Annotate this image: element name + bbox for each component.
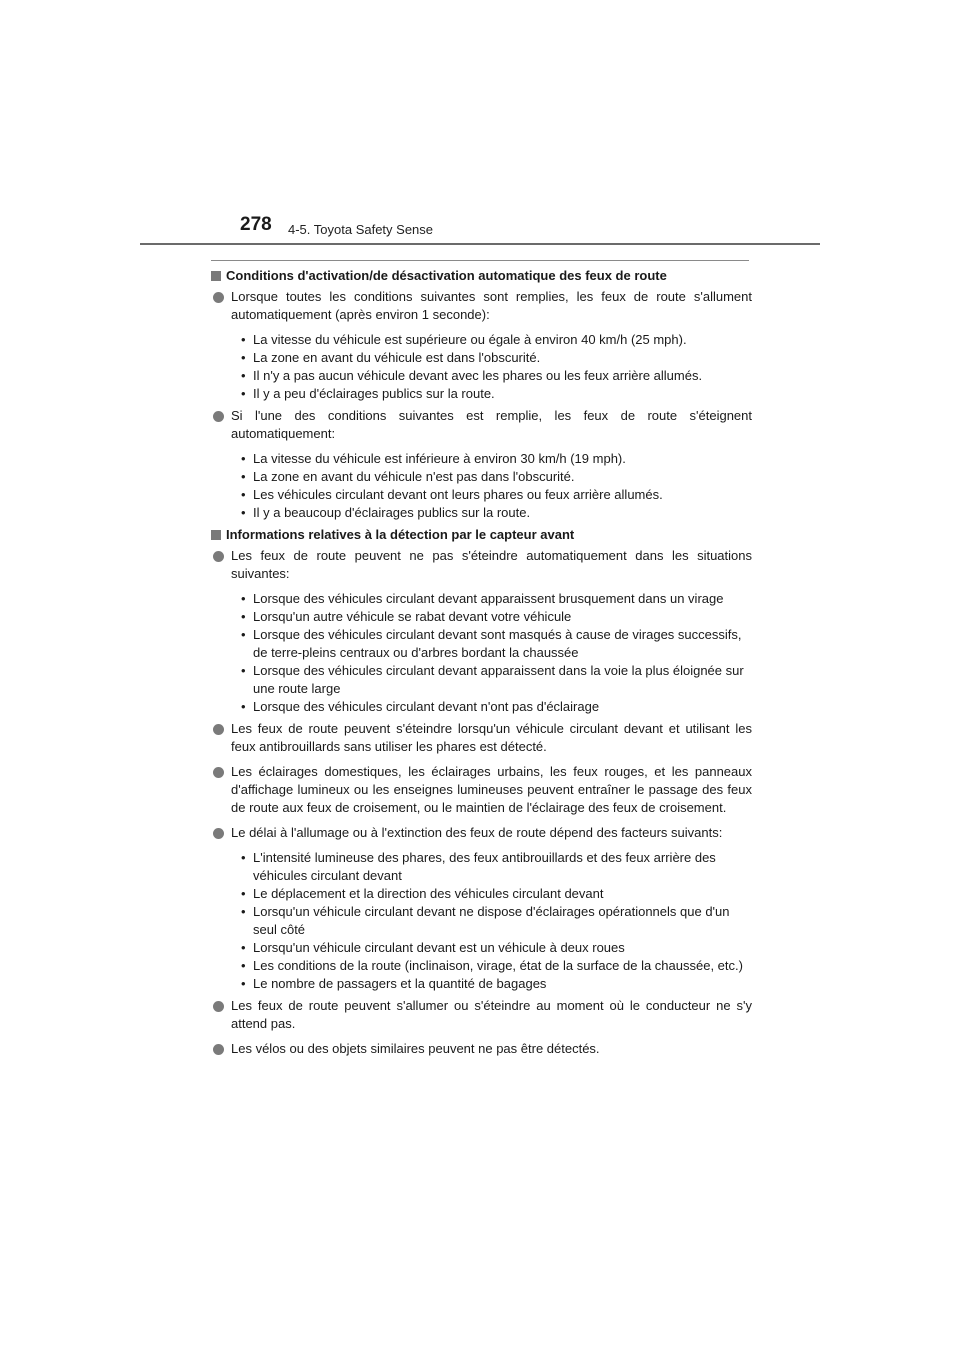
- list-item: • Lorsqu'un véhicule circulant devant ne dispose d'éclairages opérationnels que d'un seul côté: [241, 904, 730, 937]
- page-number: 278: [240, 214, 272, 235]
- square-bullet-icon: [211, 530, 221, 540]
- bullet-paragraph: [211, 288, 752, 324]
- section-title: Informations relatives à la détection par le capteur avant: [226, 527, 575, 542]
- paragraph-text: Lorsque toutes les conditions suivantes sont remplies, les feux de route s'allument automatiquement (après environ 1 seconde):: [231, 289, 752, 322]
- list-item: • L'intensité lumineuse des phares, des feux antibrouillards et des feux arrière des véhicules circulant devant: [241, 850, 716, 883]
- list-item: • Lorsque des véhicules circulant devant n'ont pas d'éclairage: [241, 699, 600, 714]
- bullet-paragraph: [211, 824, 752, 842]
- paragraph-text: Si l'une des conditions suivantes est remplie, les feux de route s'éteignent automatiquement:: [231, 408, 752, 441]
- square-bullet-icon: [211, 271, 221, 281]
- paragraph-text: Les éclairages domestiques, les éclairages urbains, les feux rouges, et les panneaux d'affichage lumineux ou les enseignes lumineuses peuvent entraîner le passage des feux de route aux feux de croisement, ou le maintien de l'éclairage des feux de croisement.: [231, 764, 752, 815]
- round-bullet-icon: [213, 411, 224, 422]
- sub-list: [211, 331, 752, 403]
- bullet-paragraph: [211, 763, 752, 817]
- bullet-paragraph: [211, 547, 752, 583]
- list-item: • La vitesse du véhicule est supérieure ou égale à environ 40 km/h (25 mph).: [241, 332, 687, 347]
- round-bullet-icon: [213, 551, 224, 562]
- list-item: • Lorsque des véhicules circulant devant sont masqués à cause de virages successifs, de terre-pleins centraux ou d'arbres bordant la chaussée: [241, 627, 742, 660]
- list-item: • Lorsque des véhicules circulant devant apparaissent dans la voie la plus éloignée sur une route large: [241, 663, 744, 696]
- round-bullet-icon: [213, 1044, 224, 1055]
- section-title: Conditions d'activation/de désactivation automatique des feux de route: [226, 268, 667, 283]
- bullet-paragraph: [211, 720, 752, 756]
- list-item: • Lorsque des véhicules circulant devant apparaissent brusquement dans un virage: [241, 591, 724, 606]
- header-rule: [140, 243, 820, 245]
- list-item: • Les conditions de la route (inclinaison, virage, état de la surface de la chaussée, etc.): [241, 958, 743, 973]
- list-item: • Il y a peu d'éclairages publics sur la route.: [241, 386, 495, 401]
- list-item: • La vitesse du véhicule est inférieure à environ 30 km/h (19 mph).: [241, 451, 626, 466]
- round-bullet-icon: [213, 767, 224, 778]
- paragraph-text: Les feux de route peuvent ne pas s'éteindre automatiquement dans les situations suivantes:: [231, 548, 752, 581]
- list-item: • Il y a beaucoup d'éclairages publics sur la route.: [241, 505, 531, 520]
- list-item: • Lorsqu'un véhicule circulant devant est un véhicule à deux roues: [241, 940, 625, 955]
- sub-list: [211, 590, 752, 716]
- sub-list: [211, 849, 752, 993]
- section-heading: [211, 526, 752, 544]
- paragraph-text: Le délai à l'allumage ou à l'extinction des feux de route dépend des facteurs suivants:: [231, 825, 723, 840]
- sub-list: [211, 450, 752, 522]
- round-bullet-icon: [213, 828, 224, 839]
- round-bullet-icon: [213, 1001, 224, 1012]
- list-item: • Lorsqu'un autre véhicule se rabat devant votre véhicule: [241, 609, 572, 624]
- paragraph-text: Les vélos ou des objets similaires peuvent ne pas être détectés.: [231, 1041, 600, 1056]
- bullet-paragraph: [211, 1040, 752, 1058]
- list-item: • Le déplacement et la direction des véhicules circulant devant: [241, 886, 604, 901]
- list-item: • Les véhicules circulant devant ont leurs phares ou feux arrière allumés.: [241, 487, 663, 502]
- page-content: [211, 267, 752, 1065]
- list-item: • Le nombre de passagers et la quantité de bagages: [241, 976, 547, 991]
- paragraph-text: Les feux de route peuvent s'allumer ou s'éteindre au moment où le conducteur ne s'y attend pas.: [231, 998, 752, 1031]
- content-rule: [211, 260, 749, 261]
- round-bullet-icon: [213, 724, 224, 735]
- section-heading: [211, 267, 752, 285]
- paragraph-text: Les feux de route peuvent s'éteindre lorsqu'un véhicule circulant devant et utilisant les feux antibrouillards sans utiliser les phares est détecté.: [231, 721, 752, 754]
- list-item: • La zone en avant du véhicule est dans l'obscurité.: [241, 350, 541, 365]
- bullet-paragraph: [211, 997, 752, 1033]
- bullet-paragraph: [211, 407, 752, 443]
- section-header: 4-5. Toyota Safety Sense: [288, 222, 434, 237]
- list-item: • Il n'y a pas aucun véhicule devant avec les phares ou les feux arrière allumés.: [241, 368, 703, 383]
- list-item: • La zone en avant du véhicule n'est pas dans l'obscurité.: [241, 469, 575, 484]
- round-bullet-icon: [213, 292, 224, 303]
